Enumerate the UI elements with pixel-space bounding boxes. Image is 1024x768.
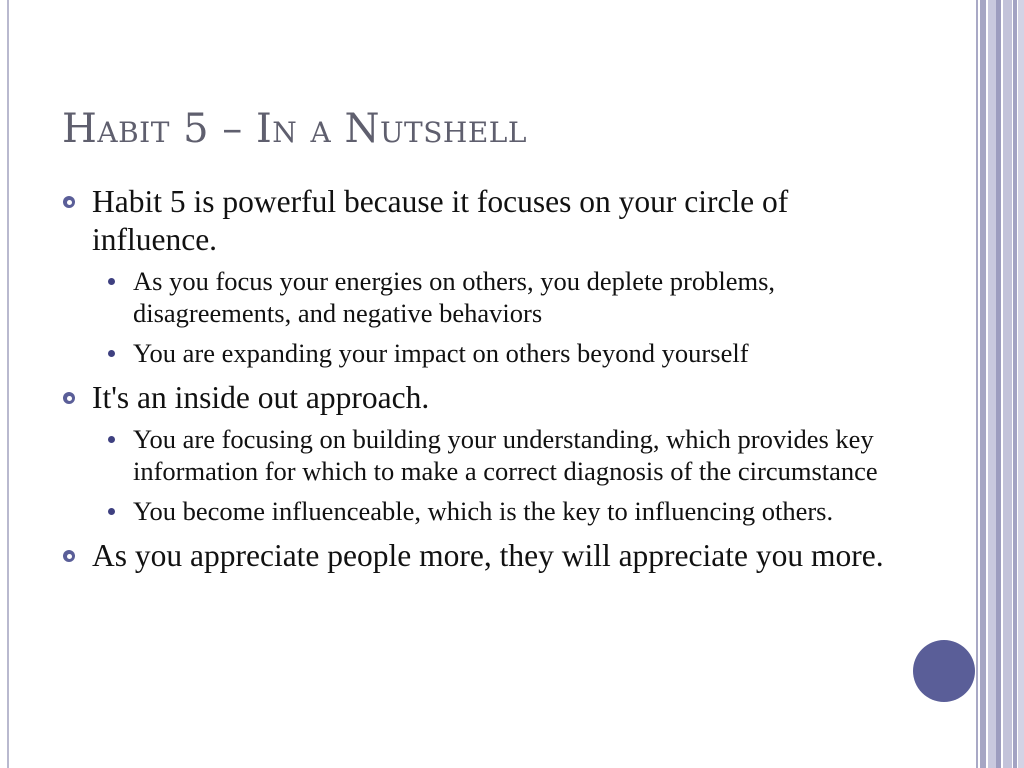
right-stripe — [996, 0, 1001, 768]
right-stripe — [1003, 0, 1012, 768]
right-stripe — [988, 0, 996, 768]
ring-bullet-icon — [63, 550, 75, 562]
sub-bullet-item — [92, 265, 892, 329]
right-stripe — [1018, 0, 1024, 768]
right-stripe — [1013, 0, 1017, 768]
sub-bullet-text: You become influenceable, which is the key to influencing others. — [133, 496, 834, 526]
bullet-text: As you appreciate people more, they will appreciate you more. — [92, 538, 884, 573]
right-stripe — [976, 0, 978, 768]
ring-bullet-icon — [63, 196, 75, 208]
sub-bullet-text: As you focus your energies on others, you deplete problems, disagreements, and negative behaviors — [133, 266, 776, 328]
sub-bullet-item — [92, 495, 892, 527]
sub-bullet-item — [92, 423, 892, 487]
sub-bullet-list — [92, 265, 892, 369]
bullet-item — [62, 183, 892, 369]
circle-decoration — [913, 640, 975, 702]
dot-bullet-icon — [108, 278, 115, 285]
right-stripe — [980, 0, 986, 768]
bullet-text: It's an inside out approach. — [92, 380, 430, 415]
left-border-line — [7, 0, 9, 768]
bullet-text: Habit 5 is powerful because it focuses on your circle of influence. — [92, 184, 789, 257]
slide-title: Habit 5 – In a Nutshell — [62, 106, 527, 152]
bullet-item — [62, 537, 892, 575]
bullet-item — [62, 379, 892, 527]
sub-bullet-text: You are focusing on building your understanding, which provides key information for which to make a correct diagnosis of the circumstance — [133, 424, 878, 486]
dot-bullet-icon — [108, 436, 115, 443]
dot-bullet-icon — [108, 508, 115, 515]
dot-bullet-icon — [108, 350, 115, 357]
ring-bullet-icon — [63, 392, 75, 404]
sub-bullet-list — [92, 423, 892, 527]
slide-body — [62, 183, 892, 585]
sub-bullet-text: You are expanding your impact on others beyond yourself — [133, 338, 749, 368]
sub-bullet-item — [92, 337, 892, 369]
